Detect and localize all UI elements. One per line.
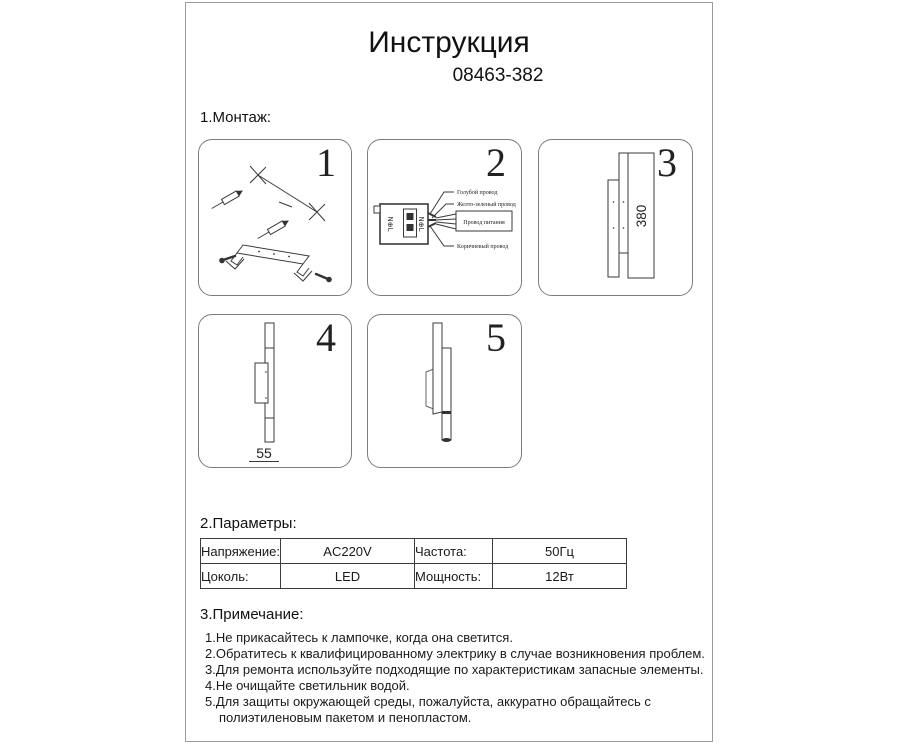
montage-panel-3 — [538, 139, 693, 296]
note-item: 1.Не прикасайтесь к лампочке, когда она светится. — [205, 630, 513, 645]
panel-number: 3 — [657, 140, 677, 185]
model-number: 08463-382 — [452, 65, 544, 86]
screw — [316, 274, 332, 282]
instruction-sheet — [185, 2, 713, 742]
montage-panel-5 — [367, 314, 522, 468]
width-dimension-label: 55 — [256, 445, 272, 461]
param-label: Частота: — [415, 539, 493, 564]
section-heading-notes: 3.Примечание: — [200, 606, 304, 623]
panel-number: 1 — [316, 140, 336, 185]
height-dimension-label: 380 — [634, 204, 649, 228]
table-row — [201, 539, 627, 564]
note-item: 2.Обратитесь к квалифицированному электрику в случае возникновения проблем. — [205, 646, 705, 661]
panel-number: 2 — [486, 140, 506, 185]
note-item: 4.Не очищайте светильник водой. — [205, 678, 410, 693]
wall-anchor-screw — [256, 218, 290, 241]
montage-panel-1 — [198, 139, 352, 296]
params-table — [200, 538, 627, 589]
section-heading-params: 2.Параметры: — [200, 515, 297, 532]
note-item: 3.Для ремонта используйте подходящие по характеристикам запасные элементы. — [205, 662, 704, 677]
wire-label-power: Провод питания — [463, 220, 505, 226]
wall-anchor-screw — [210, 188, 244, 211]
param-value: LED — [281, 564, 415, 589]
page-title: Инструкция — [368, 26, 530, 59]
terminal-marking-right: N⊕L — [417, 216, 425, 232]
param-label: Цоколь: — [201, 564, 281, 589]
param-label: Мощность: — [415, 564, 493, 589]
section-heading-montage: 1.Монтаж: — [200, 109, 272, 126]
param-value: AC220V — [281, 539, 415, 564]
wire-label-brown: Коричневый провод — [457, 244, 509, 250]
param-value: 50Гц — [493, 539, 627, 564]
param-value: 12Вт — [493, 564, 627, 589]
notes-list — [205, 630, 710, 726]
table-row — [201, 564, 627, 589]
montage-panel-2 — [367, 139, 522, 296]
note-item: 5.Для защиты окружающей среды, пожалуйста, аккуратно обращайтесь с полиэтиленовым пакетом и пенопластом. — [205, 694, 651, 725]
montage-panel-4 — [198, 314, 352, 468]
panel-number: 4 — [316, 315, 336, 360]
terminal-marking-left: N⊕L — [386, 216, 394, 232]
param-label: Напряжение: — [201, 539, 281, 564]
mounting-bracket — [226, 245, 312, 281]
wire-label-blue: Голубой провод — [457, 190, 498, 196]
panel-number: 5 — [486, 315, 506, 360]
wire-label-yellow-green: Желто-зеленый провод — [457, 202, 516, 208]
